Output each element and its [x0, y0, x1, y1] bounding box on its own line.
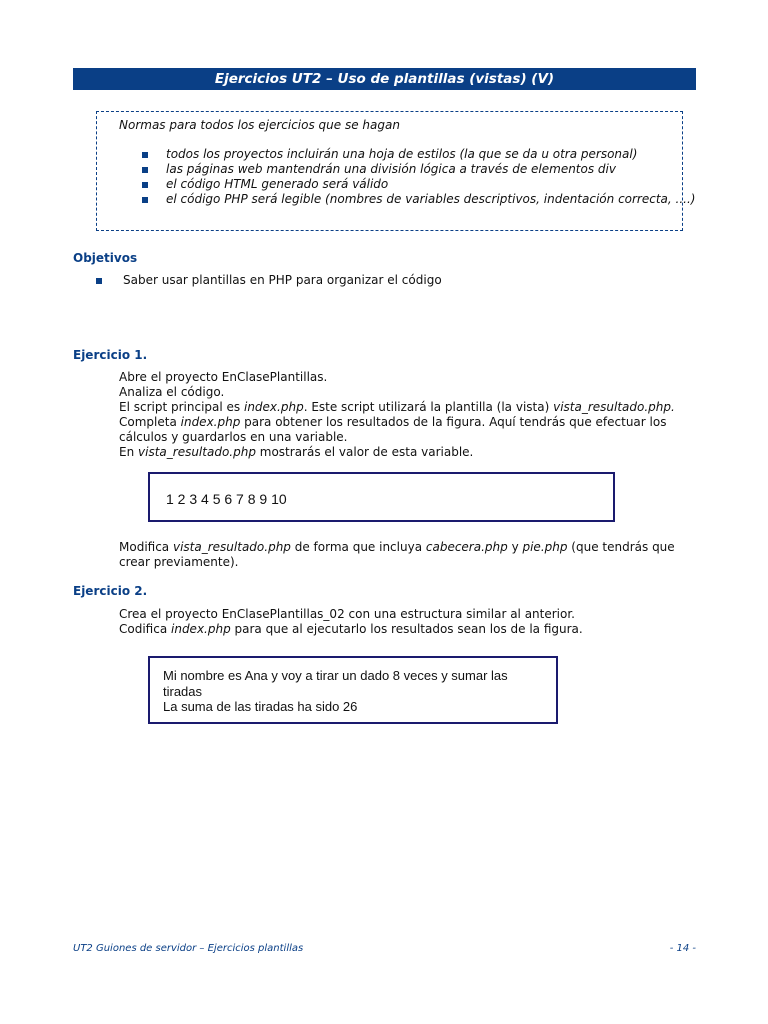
exercise1-followup: Modifica vista_resultado.php de forma que incluya cabecera.php y pie.php (que tendrás que crear previamente).	[119, 540, 675, 569]
square-bullet-icon	[142, 152, 148, 158]
exercise1-heading: Ejercicio 1.	[73, 348, 148, 362]
objective-item: Saber usar plantillas en PHP para organizar el código	[96, 273, 442, 287]
exercise1-text: Abre el proyecto EnClasePlantillas. Analiza el código. El script principal es index.php. Este script utilizará la plantilla (la vista) vista_resultado.php. Completa index.php para obtener los resultados de la figura. Aquí tendrás que efectuar los cálculos y guardarlos en una variable. En vista_resultado.php mostrarás el valor de esta variable.	[119, 370, 675, 459]
page-title: Ejercicios UT2 – Uso de plantillas (vistas) (V)	[73, 68, 696, 90]
square-bullet-icon	[142, 197, 148, 203]
norms-list	[140, 147, 695, 207]
square-bullet-icon	[142, 182, 148, 188]
list-item: todos los proyectos incluirán una hoja de estilos (la que se da u otra personal)	[140, 147, 695, 162]
norms-title: Normas para todos los ejercicios que se hagan	[119, 118, 400, 132]
list-item: las páginas web mantendrán una división lógica a través de elementos div	[140, 162, 695, 177]
page-number: - 14 -	[669, 943, 696, 954]
list-item: el código HTML generado será válido	[140, 177, 695, 192]
exercise2-text: Crea el proyecto EnClasePlantillas_02 con una estructura similar al anterior. Codifica index.php para que al ejecutarlo los resultados sean los de la figura.	[119, 607, 583, 636]
list-item: el código PHP será legible (nombres de variables descriptivos, indentación correcta, ....)	[140, 192, 695, 207]
footer-title: UT2 Guiones de servidor – Ejercicios plantillas	[73, 943, 304, 954]
square-bullet-icon	[96, 278, 102, 284]
square-bullet-icon	[142, 167, 148, 173]
exercise2-heading: Ejercicio 2.	[73, 584, 148, 598]
figure-output-dice: Mi nombre es Ana y voy a tirar un dado 8 veces y sumar las tiradas La suma de las tiradas ha sido 26	[148, 656, 558, 724]
objectives-heading: Objetivos	[73, 251, 138, 265]
figure-output-numbers: 1 2 3 4 5 6 7 8 9 10	[148, 472, 615, 522]
